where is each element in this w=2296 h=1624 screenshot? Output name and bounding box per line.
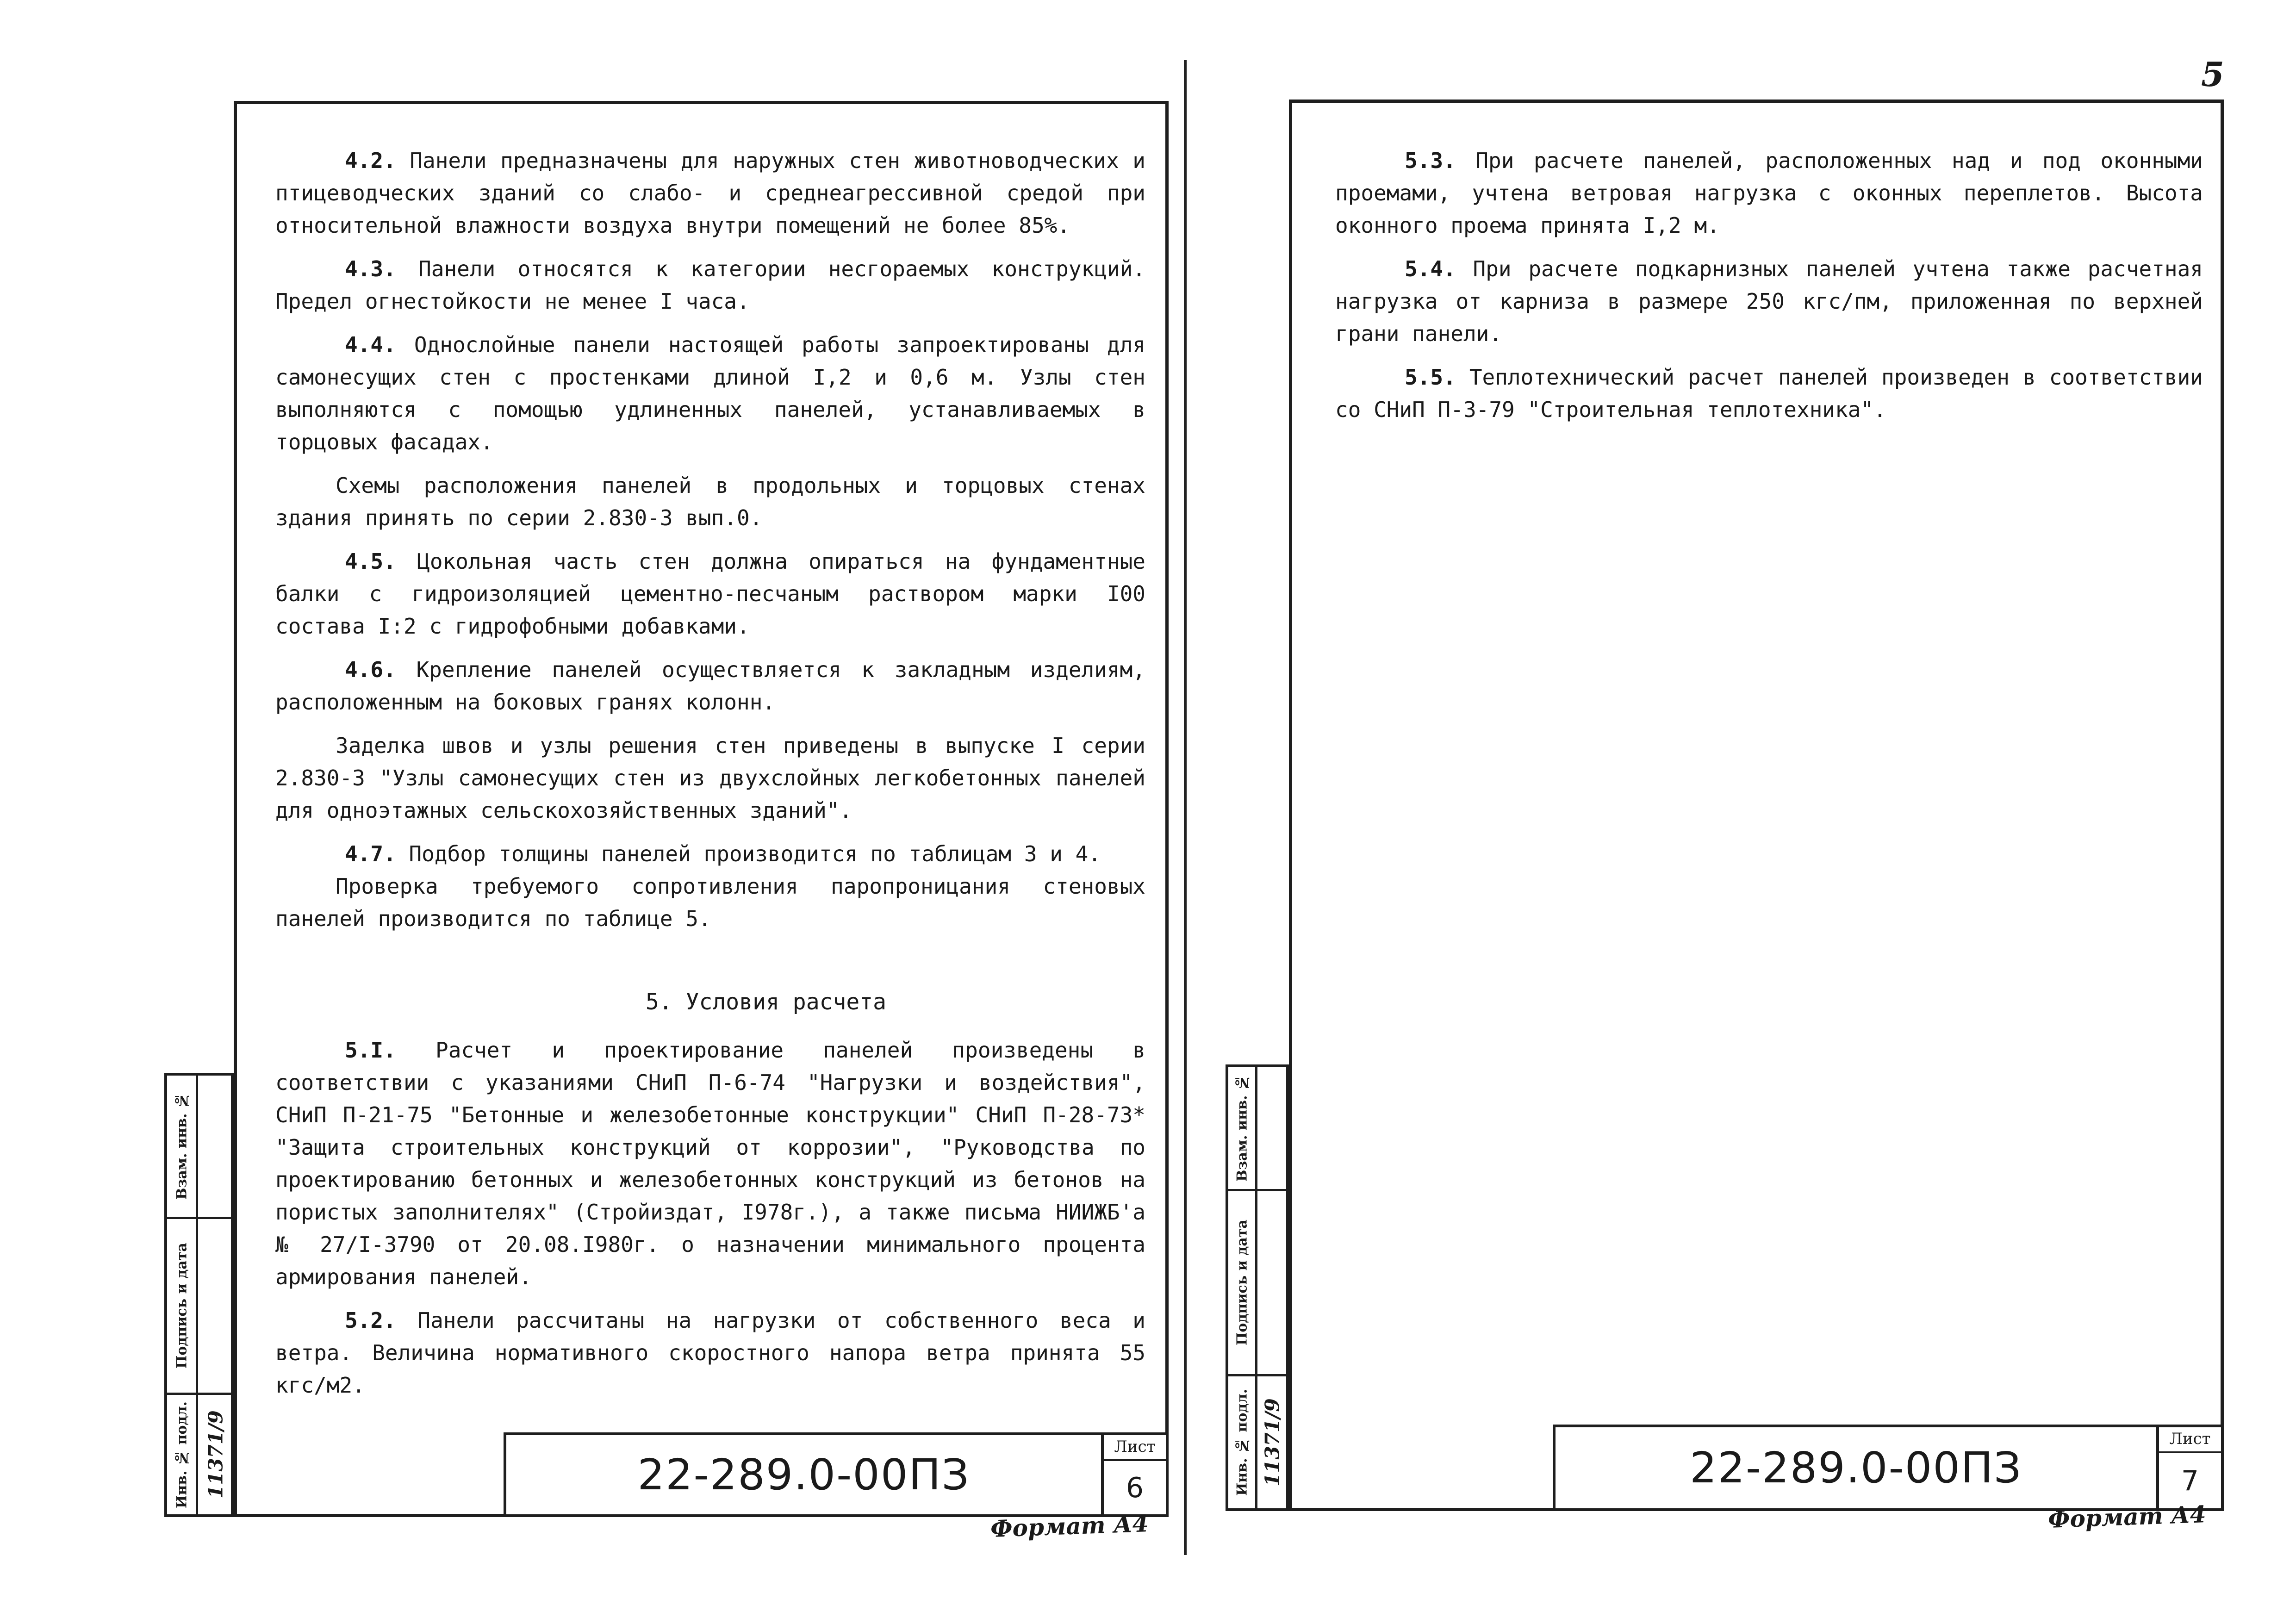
stamp-label-replace: Взам. инв. № [174,1092,190,1200]
paragraph-5-1: 5.I. Расчет и проектирование панелей произведены в соответствии с указаниями СНиП П-6-74 "Нагрузки и воздействия", СНиП П-21-75 "Бетонные и железобетонные конструкции" СНиП П-28-73* "Защита строительных конструкций от коррозии", "Руководства по проектированию бетонных и железобетонных конструкций из бетонов на пористых заполнителях" (Стройиздат, I978г.), а также письма НИИЖБ'а № 27/I-3790 от 20.08.I980г. о назначении минимального процента армирования панелей. [275,1038,1145,1289]
left-title-block [504,1432,1169,1517]
format-label: Формат А4 [2047,1500,2207,1533]
paragraph-4-7-vapour-note: Проверка требуемого сопротивления паропроницания стеновых панелей производится по таблице 5. [275,874,1145,931]
stamp-label-inv: Инв. № подл. [174,1401,190,1508]
left-sheet-text [275,144,1145,1412]
right-sheet-text [1335,144,2203,437]
format-label: Формат А4 [990,1510,1149,1543]
section-heading: 5. Условия расчета [645,989,887,1015]
paragraph-5-4: 5.4. При расчете подкарнизных панелей учтена также расчетная нагрузка от карниза в размере 250 кгс/пм, приложенная по верхней грани панели. [1335,256,2203,346]
stamp-label-inv: Инв. № подл. [1234,1388,1251,1496]
stamp-row-sign [1228,1191,1286,1376]
paragraph-4-6: 4.6. Крепление панелей осуществляется к закладным изделиям, расположенным на боковых гранях колонн. [275,657,1145,715]
stamp-label-sign: Подпись и дата [174,1243,190,1369]
stamp-row-replace [167,1076,231,1219]
stamp-row-replace [1228,1067,1286,1191]
sheet-number-cell [2156,1427,2221,1508]
stamp-label-sign: Подпись и дата [1234,1220,1251,1346]
paragraph-5-5: 5.5. Теплотехнический расчет панелей произведен в соответствии со СНиП П-3-79 "Строительная теплотехника". [1335,365,2203,422]
right-title-block [1553,1425,2224,1511]
paragraph-5-3: 5.3. При расчете панелей, расположенных над и под оконными проемами, учтена ветровая нагрузка с оконных переплетов. Высота оконного проема принята I,2 м. [1335,148,2203,238]
stamp-label-replace: Взам. инв. № [1234,1074,1251,1182]
paragraph-4-3: 4.3. Панели относятся к категории несгораемых конструкций. Предел огнестойкости не менее I часа. [275,256,1145,314]
paragraph-5-2: 5.2. Панели рассчитаны на нагрузки от собственного веса и ветра. Величина нормативного скоростного напора ветра принята 55 кгс/м2. [275,1308,1145,1398]
sheet-number: 7 [2181,1464,2199,1497]
paragraph-4-2: 4.2. Панели предназначены для наружных стен животноводческих и птицеводческих зданий со слабо- и среднеагрессивной средой при относительной влажности воздуха внутри помещений не более 85%. [275,148,1145,238]
stamp-row-inv [1228,1376,1286,1508]
sheet-label: Лист [1104,1435,1166,1461]
scan-page-number: 5 [2201,55,2224,94]
paragraph-4-4: 4.4. Однослойные панели настоящей работы запроектированы для самонесущих стен с простенками длиной I,2 и 0,6 м. Узлы стен выполняются с помощью удлиненных панелей, устанавливаемых в торцовых фасадах. [275,332,1145,454]
right-approval-stamp [1226,1064,1289,1511]
stamp-row-inv [167,1395,231,1514]
sheet-number: 6 [1126,1471,1144,1504]
document-code: 22-289.0-00ПЗ [1689,1443,2022,1493]
paragraph-4-7: 4.7. Подбор толщины панелей производится по таблицам 3 и 4. [345,841,1101,866]
stamp-inv-value: 11371/9 [204,1410,227,1499]
paragraph-4-6-joints-note: Заделка швов и узлы решения стен приведены в выпуске I серии 2.830-3 "Узлы самонесущих стен из двухслойных легкобетонных панелей для одноэтажных сельскохозяйственных зданий". [275,733,1145,823]
stamp-row-sign [167,1219,231,1395]
paragraph-4-5: 4.5. Цокольная часть стен должна опираться на фундаментные балки с гидроизоляцией цементно-песчаным раствором марки I00 состава I:2 с гидрофобными добавками. [275,549,1145,639]
stamp-inv-value: 11371/9 [1261,1398,1284,1487]
sheet-number-cell [1101,1435,1166,1514]
sheet-gutter-line [1184,60,1187,1555]
sheet-label: Лист [2159,1427,2221,1453]
paragraph-4-4-layout-note: Схемы расположения панелей в продольных и торцовых стенах здания принять по серии 2.830-3 вып.0. [275,473,1145,530]
document-code: 22-289.0-00ПЗ [637,1450,970,1500]
left-approval-stamp [164,1073,234,1517]
